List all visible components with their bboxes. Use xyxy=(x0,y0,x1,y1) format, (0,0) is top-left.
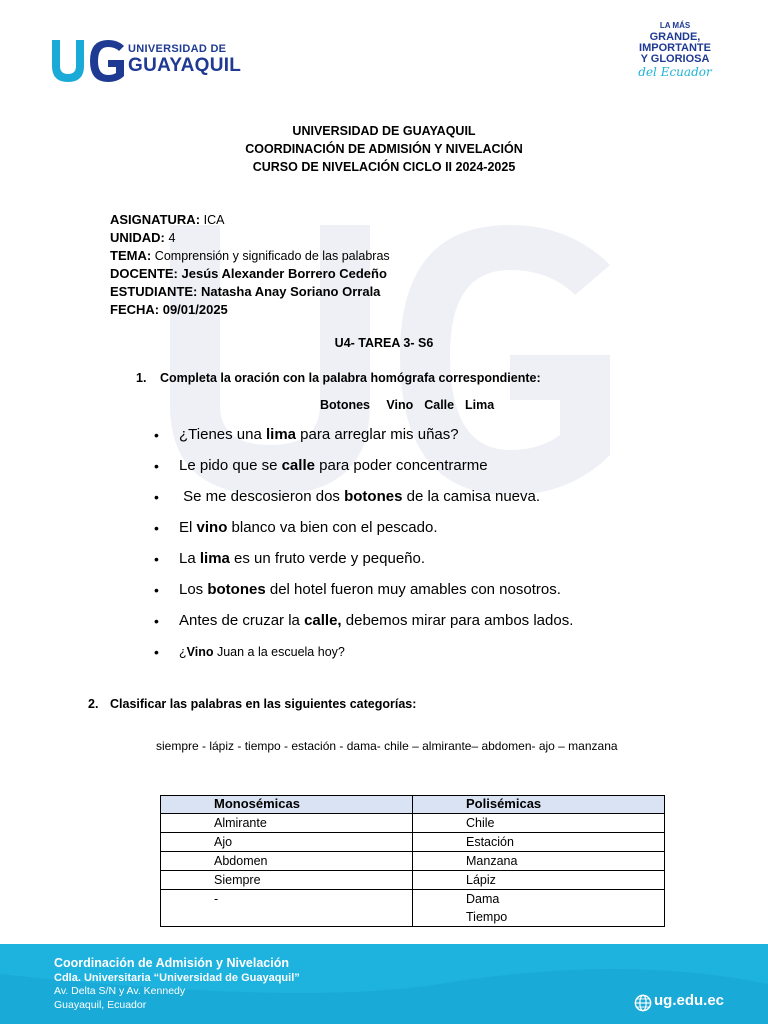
question-2-text: Clasificar las palabras en las siguientes categorías: xyxy=(110,697,417,711)
bullet-icon: • xyxy=(154,582,159,598)
document-title xyxy=(0,122,768,176)
item-text: del hotel fueron muy amables con nosotros. xyxy=(265,581,561,598)
item-answer: lima xyxy=(266,426,297,443)
docente-text: DOCENTE: Jesús Alexander Borrero Cedeño xyxy=(110,266,387,281)
title-line2: COORDINACIÓN DE ADMISIÓN Y NIVELACIÓN xyxy=(245,142,523,156)
item-text: Juan a la escuela hoy? xyxy=(213,645,345,659)
item-text: debemos mirar para ambos lados. xyxy=(341,612,574,629)
bullet-icon: • xyxy=(154,427,159,443)
item-answer: Vino xyxy=(186,645,214,659)
item-text: es un fruto verde y pequeño. xyxy=(229,550,426,567)
asignatura-row xyxy=(110,211,390,229)
cell-text: Dama xyxy=(466,892,500,906)
item-text: Antes de cruzar la xyxy=(179,612,305,629)
slogan-line3: IMPORTANTE xyxy=(639,42,711,54)
header-monosemicas: Monosémicas xyxy=(161,796,413,814)
unidad-value: 4 xyxy=(168,231,176,245)
bullet-icon: • xyxy=(154,520,159,536)
item-answer: botones xyxy=(207,581,266,598)
item-text: El xyxy=(179,519,197,536)
table-cell: Abdomen xyxy=(161,852,413,871)
table-row xyxy=(161,833,665,852)
task-title: U4- TAREA 3- S6 xyxy=(334,336,434,350)
logo-line2: GUAYAQUIL xyxy=(128,55,242,76)
footer-line3: Av. Delta S/N y Av. Kennedy xyxy=(54,985,186,998)
cell-text: Tiempo xyxy=(466,910,508,924)
question-1-number: 1. xyxy=(136,371,147,385)
slogan-line1: LA MÁS xyxy=(659,21,691,30)
footer-address xyxy=(54,956,300,1012)
docente-row xyxy=(110,265,390,283)
list-item xyxy=(154,484,573,515)
sentence-list xyxy=(154,422,573,670)
item-text: ¿Tienes una xyxy=(179,426,266,443)
title-line3: CURSO DE NIVELACIÓN CICLO II 2024-2025 xyxy=(252,160,516,174)
item-answer: calle xyxy=(281,457,315,474)
table-row xyxy=(161,852,665,871)
classification-table xyxy=(160,795,665,927)
slogan-line2: GRANDE, xyxy=(649,31,701,43)
word-list: siempre - lápiz - tiempo - estación - dama- chile – almirante– abdomen- ajo – manzana xyxy=(156,739,618,753)
table-cell: Ajo xyxy=(161,833,413,852)
item-text: para poder concentrarme xyxy=(314,457,488,474)
table-cell: Siempre xyxy=(161,871,413,890)
bullet-icon: • xyxy=(154,613,159,629)
table-cell: Lápiz xyxy=(413,871,665,890)
fecha-text: FECHA: 09/01/2025 xyxy=(110,302,228,317)
question-1 xyxy=(136,371,541,385)
asignatura-label: ASIGNATURA: xyxy=(110,212,201,227)
table-cell: Almirante xyxy=(161,814,413,833)
estudiante-text: ESTUDIANTE: Natasha Anay Soriano Orrala xyxy=(110,284,381,299)
assignment-info xyxy=(110,211,390,319)
footer-line4: Guayaquil, Ecuador xyxy=(54,998,147,1011)
bullet-icon: • xyxy=(154,458,159,474)
header-polisemicas: Polisémicas xyxy=(413,796,665,814)
unidad-label: UNIDAD: xyxy=(110,230,165,245)
page-footer xyxy=(0,944,768,1024)
question-1-text: Completa la oración con la palabra homógrafa correspondiente: xyxy=(160,371,541,385)
table-row xyxy=(161,814,665,833)
website-text: ug.edu.ec xyxy=(654,992,725,1009)
item-text: para arreglar mis uñas? xyxy=(296,426,459,443)
item-answer: lima xyxy=(199,550,230,567)
footer-line2: Cdla. Universitaria “Universidad de Guayaquil” xyxy=(54,971,300,984)
homograph-word-bank: Botones Vino Calle Lima xyxy=(320,398,495,412)
item-text: Le pido que se xyxy=(179,457,282,474)
list-item xyxy=(154,422,573,453)
table-row xyxy=(161,890,665,927)
tema-value: Comprensión y significado de las palabras xyxy=(154,249,390,263)
table-row xyxy=(161,871,665,890)
item-answer: botones xyxy=(344,488,403,505)
item-text: Los xyxy=(179,581,208,598)
list-item xyxy=(154,577,573,608)
university-logo-text xyxy=(128,44,241,75)
tema-row xyxy=(110,247,390,265)
table-cell: Estación xyxy=(413,833,665,852)
bullet-icon: • xyxy=(154,489,159,505)
item-text: ¿ xyxy=(179,645,187,659)
slogan-logo xyxy=(620,22,730,78)
list-item xyxy=(154,639,573,670)
logo-line1: UNIVERSIDAD DE xyxy=(128,43,227,55)
table-cell xyxy=(161,890,413,927)
list-item xyxy=(154,515,573,546)
slogan-line4: Y GLORIOSA xyxy=(640,53,710,65)
item-answer: vino xyxy=(196,519,228,536)
question-2-number: 2. xyxy=(88,697,99,711)
unidad-row xyxy=(110,229,390,247)
asignatura-value: ICA xyxy=(203,213,225,227)
estudiante-row xyxy=(110,283,390,301)
bullet-icon: • xyxy=(154,644,159,660)
item-text: La xyxy=(179,550,200,567)
table-cell xyxy=(413,890,665,927)
cell-text: - xyxy=(214,892,219,906)
item-text: de la camisa nueva. xyxy=(402,488,541,505)
table-cell: Chile xyxy=(413,814,665,833)
fecha-row xyxy=(110,301,390,319)
website-link[interactable] xyxy=(632,992,724,1009)
question-2 xyxy=(88,697,416,711)
list-item xyxy=(154,453,573,484)
table-cell: Manzana xyxy=(413,852,665,871)
list-item xyxy=(154,546,573,577)
item-text: blanco va bien con el pescado. xyxy=(227,519,438,536)
tema-label: TEMA: xyxy=(110,248,152,263)
list-item xyxy=(154,608,573,639)
item-answer: calle, xyxy=(304,612,342,629)
title-line1: UNIVERSIDAD DE GUAYAQUIL xyxy=(292,124,476,138)
footer-line1: Coordinación de Admisión y Nivelación xyxy=(54,956,289,970)
item-text: Se me descosieron dos xyxy=(179,488,345,505)
table-header-row xyxy=(161,796,665,814)
bullet-icon: • xyxy=(154,551,159,567)
slogan-line5: del Ecuador xyxy=(638,65,712,79)
